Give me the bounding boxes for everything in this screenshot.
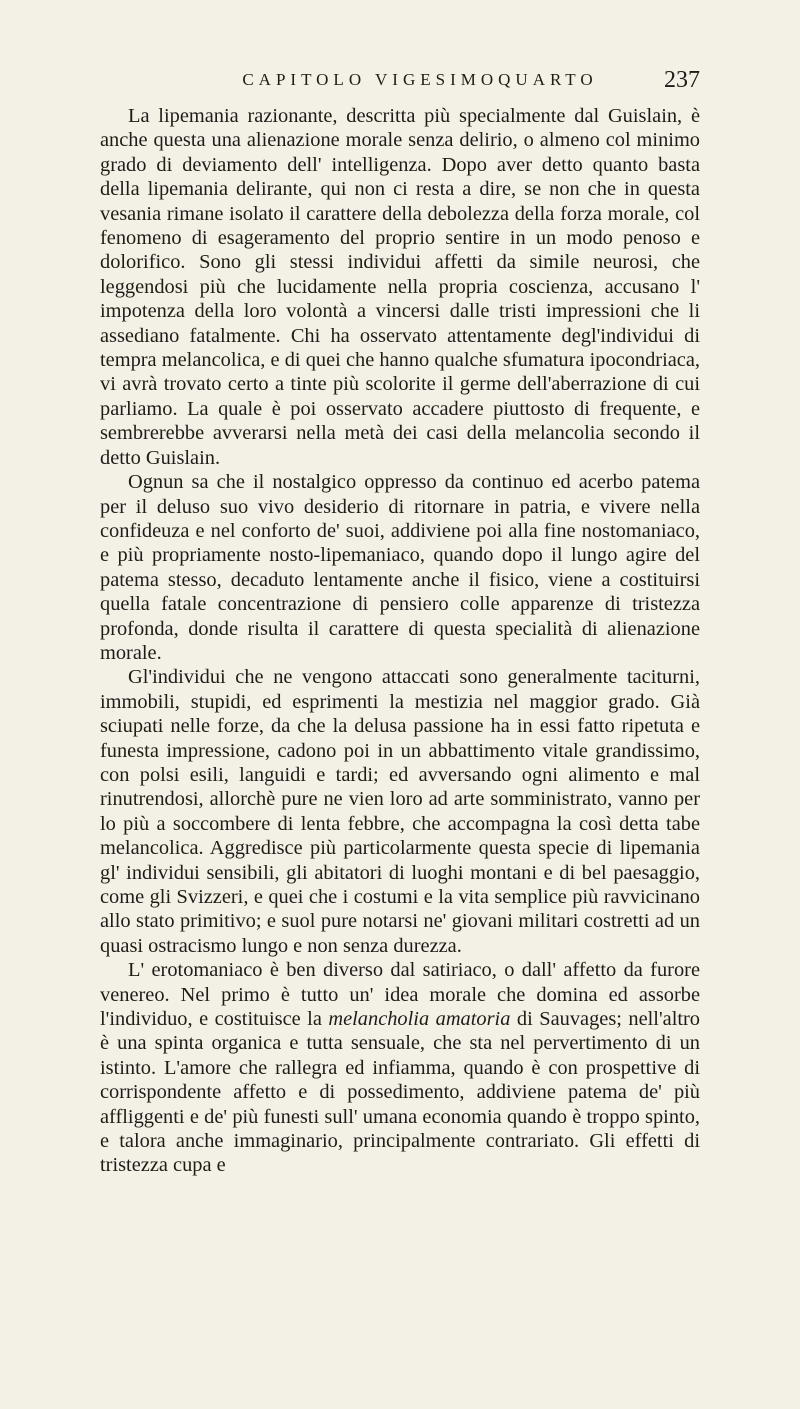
paragraph-erotomaniaco-text-after: di Sauvages; nell'altro è una spinta organica e tutta sensuale, che sta nel pervertimento di un istinto. L'amore che rallegra ed infiamma, quando è con prospettive di corrispondente affetto e di possedimento, addiviene patema de' più affliggenti e de' più funesti sull' umana economia quando è troppo spinto, e talora anche immaginario, principalmente contrariato. Gli effetti di tristezza cupa e	[100, 1008, 701, 1177]
body-text	[100, 104, 700, 1178]
italic-term-melancholia-amatoria: melancholia amatoria	[328, 1008, 511, 1031]
running-title: CAPITOLO VIGESIMOQUARTO	[242, 70, 598, 89]
page-number: 237	[664, 67, 700, 93]
running-head	[140, 64, 700, 96]
paragraph-individui-attaccati: Gl'individui che ne vengono attaccati sono generalmente taciturni, immobili, stupidi, ed esprimenti la mestizia nel maggior grado. Già sciupati nelle forze, da che la delusa passione ha in essi fatto ripetuta e funesta impressione, cadono poi in un abbattimento vitale grandissimo, con polsi esili, languidi e tardi; ed avversando ogni alimento e mal rinutrendosi, allorchè pure ne vien loro ad arte somministrato, vanno per lo più a soccombere di lenta febbre, che accompagna la così detta tabe melancolica. Aggredisce più particolarmente questa specie di lipemania gl' individui sensibili, gli abitatori di luoghi montani e di bel paesaggio, come gli Svizzeri, e quei che i costumi e la vita semplice più ravvicinano allo stato primitivo; e suol pure notarsi ne' giovani militari costretti ad un quasi ostracismo lungo e non senza durezza.	[100, 666, 700, 957]
paragraph-erotomaniaco	[100, 958, 700, 1178]
paragraph-erotomaniaco-text-before: L' erotomaniaco è ben diverso dal satiriaco, o dall' affetto da furore venereo. Nel primo è tutto un' idea morale che domina ed assorbe l'individuo, e costituisce la	[100, 959, 700, 1031]
paragraph-lipemania-razionante: La lipemania razionante, descritta più specialmente dal Guislain, è anche questa una alienazione morale senza delirio, o almeno col minimo grado di deviamento dell' intelligenza. Dopo aver detto quanto basta della lipemania delirante, qui non ci resta a dire, se non che in questa vesania rimane isolato il carattere della debolezza della forza morale, col fenomeno di esageramento del proprio sentire in un modo penoso e dolorifico. Sono gli stessi individui affetti da simile neurosi, che leggendosi più che lucidamente nella propria coscienza, accusano l' impotenza della loro volontà a vincersi dalle tristi impressioni che li assediano fatalmente. Chi ha osservato attentamente degl'individui di tempra melancolica, e di quei che hanno qualche sfumatura ipocondriaca, vi avrà trovato certo a tinte più scolorite il germe dell'aberrazione di cui parliamo. La quale è poi osservato accadere piuttosto di frequente, e sembrerebbe avverarsi nella metà dei casi della melancolia secondo il detto Guislain.	[100, 105, 700, 469]
paragraph-nostalgico: Ognun sa che il nostalgico oppresso da continuo ed acerbo patema per il deluso suo vivo desiderio di ritornare in patria, e vivere nella confideuza e nel conforto de' suoi, addiviene poi alla fine nostomaniaco, e più propriamente nosto-lipemaniaco, quando dopo il lungo agire del patema stesso, decaduto lentamente anche il fisico, viene a costituirsi quella fatale concentrazione di pensiero colle apparenze di tristezza profonda, donde risulta il carattere di questa specialità di alienazione morale.	[100, 471, 700, 664]
